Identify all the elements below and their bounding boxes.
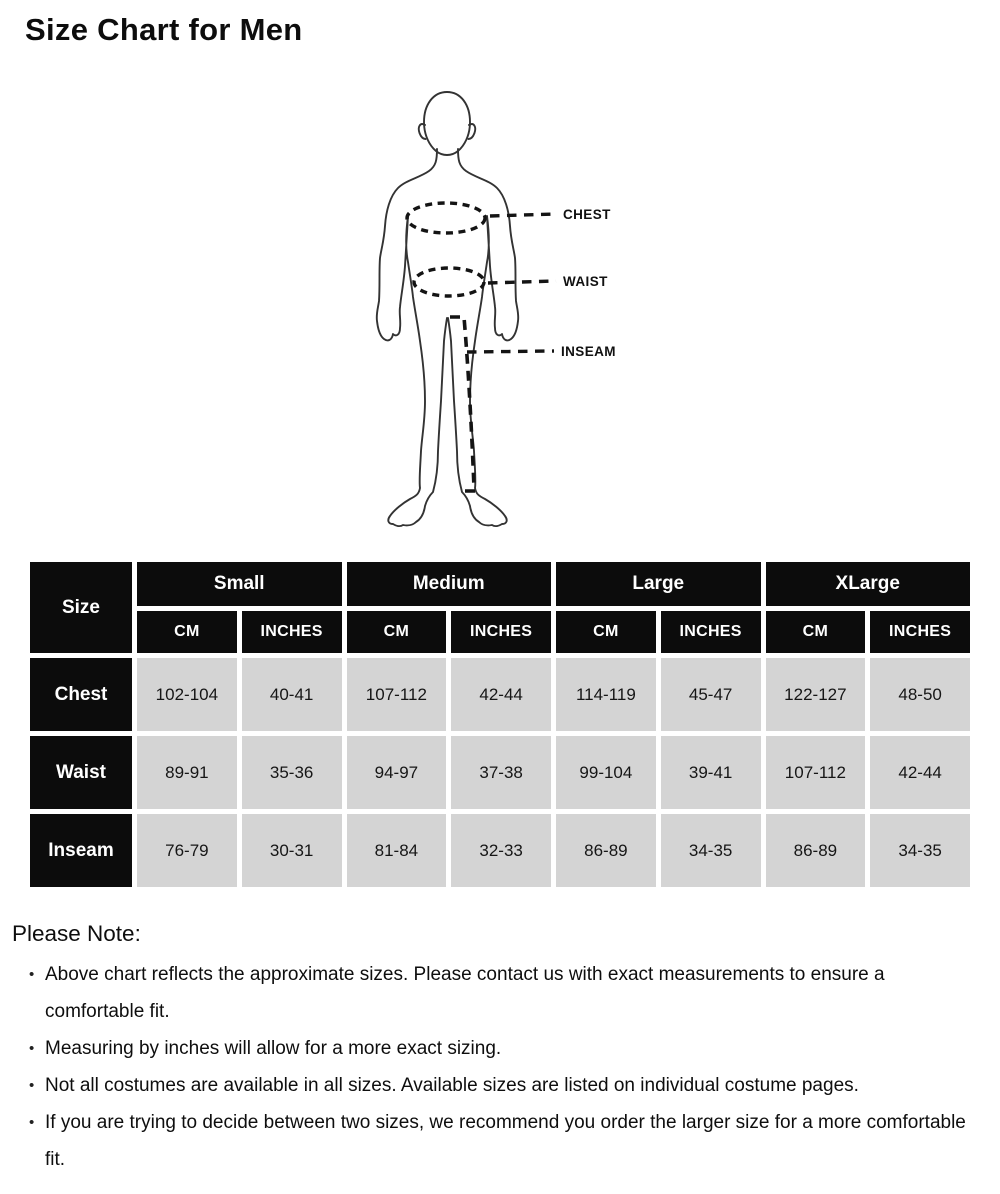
size-group-header-row <box>30 562 970 606</box>
body-diagram-svg <box>0 85 1000 543</box>
waist-small-cm: 89-91 <box>137 736 237 809</box>
waist-medium-inches: 37-38 <box>451 736 551 809</box>
chest-xlarge-cm: 122-127 <box>766 658 866 731</box>
chest-medium-cm: 107-112 <box>347 658 447 731</box>
size-group-large: Large <box>556 562 761 606</box>
waist-leader-line <box>488 281 556 283</box>
chest-medium-inches: 42-44 <box>451 658 551 731</box>
measurement-marks <box>407 203 556 491</box>
size-group-small: Small <box>137 562 342 606</box>
male-body-outline <box>377 92 519 526</box>
inseam-small-inches: 30-31 <box>242 814 342 887</box>
row-label-chest: Chest <box>30 658 132 731</box>
chest-large-cm: 114-119 <box>556 658 656 731</box>
note-item <box>12 1104 970 1178</box>
chest-small-cm: 102-104 <box>137 658 237 731</box>
waist-measure-ellipse <box>414 268 484 296</box>
chest-large-inches: 45-47 <box>661 658 761 731</box>
chest-label: CHEST <box>563 207 611 222</box>
note-item <box>12 956 970 1030</box>
unit-header-cm: CM <box>766 611 866 653</box>
unit-header-inches: INCHES <box>870 611 970 653</box>
bullet-icon: • <box>29 1114 35 1131</box>
size-group-xlarge: XLarge <box>766 562 971 606</box>
waist-xlarge-inches: 42-44 <box>870 736 970 809</box>
inseam-leader-line <box>467 351 554 352</box>
inseam-xlarge-cm: 86-89 <box>766 814 866 887</box>
bullet-icon: • <box>29 966 35 983</box>
inseam-xlarge-inches: 34-35 <box>870 814 970 887</box>
bullet-icon: • <box>29 1077 35 1094</box>
body-left-side <box>377 149 447 526</box>
size-table-corner-cell: Size <box>30 562 132 653</box>
size-table <box>25 557 975 892</box>
inseam-large-cm: 86-89 <box>556 814 656 887</box>
waist-large-inches: 39-41 <box>661 736 761 809</box>
notes-list <box>12 956 970 1178</box>
note-item <box>12 1067 970 1104</box>
table-row-chest <box>30 658 970 731</box>
note-text: Not all costumes are available in all sizes. Available sizes are listed on individual costume pages. <box>45 1075 859 1096</box>
inseam-medium-cm: 81-84 <box>347 814 447 887</box>
inseam-label: INSEAM <box>561 344 616 359</box>
row-label-waist: Waist <box>30 736 132 809</box>
chest-xlarge-inches: 48-50 <box>870 658 970 731</box>
unit-header-inches: INCHES <box>661 611 761 653</box>
head-outline <box>424 92 470 155</box>
note-item <box>12 1030 970 1067</box>
chest-measure-ellipse <box>407 203 485 233</box>
notes-heading: Please Note: <box>12 921 141 946</box>
inseam-small-cm: 76-79 <box>137 814 237 887</box>
unit-header-cm: CM <box>556 611 656 653</box>
inseam-large-inches: 34-35 <box>661 814 761 887</box>
unit-header-cm: CM <box>347 611 447 653</box>
inseam-medium-inches: 32-33 <box>451 814 551 887</box>
unit-header-cm: CM <box>137 611 237 653</box>
row-label-inseam: Inseam <box>30 814 132 887</box>
waist-large-cm: 99-104 <box>556 736 656 809</box>
unit-header-row <box>30 611 970 653</box>
note-text: Above chart reflects the approximate sizes. Please contact us with exact measurements to ensure a comfortable fit. <box>45 964 885 1022</box>
waist-medium-cm: 94-97 <box>347 736 447 809</box>
page-title: Size Chart for Men <box>25 12 303 47</box>
note-text: Measuring by inches will allow for a more exact sizing. <box>45 1038 502 1059</box>
body-right-side <box>448 149 518 526</box>
chest-leader-line <box>490 214 556 216</box>
notes-section <box>12 921 970 1178</box>
waist-label: WAIST <box>563 274 608 289</box>
size-group-medium: Medium <box>347 562 552 606</box>
body-measurement-diagram <box>0 85 1000 543</box>
waist-xlarge-cm: 107-112 <box>766 736 866 809</box>
chest-small-inches: 40-41 <box>242 658 342 731</box>
table-row-waist <box>30 736 970 809</box>
waist-small-inches: 35-36 <box>242 736 342 809</box>
unit-header-inches: INCHES <box>451 611 551 653</box>
measurement-labels <box>561 207 616 359</box>
unit-header-inches: INCHES <box>242 611 342 653</box>
table-row-inseam <box>30 814 970 887</box>
bullet-icon: • <box>29 1040 35 1057</box>
note-text: If you are trying to decide between two sizes, we recommend you order the larger size for a more comfortable fit. <box>45 1112 966 1170</box>
